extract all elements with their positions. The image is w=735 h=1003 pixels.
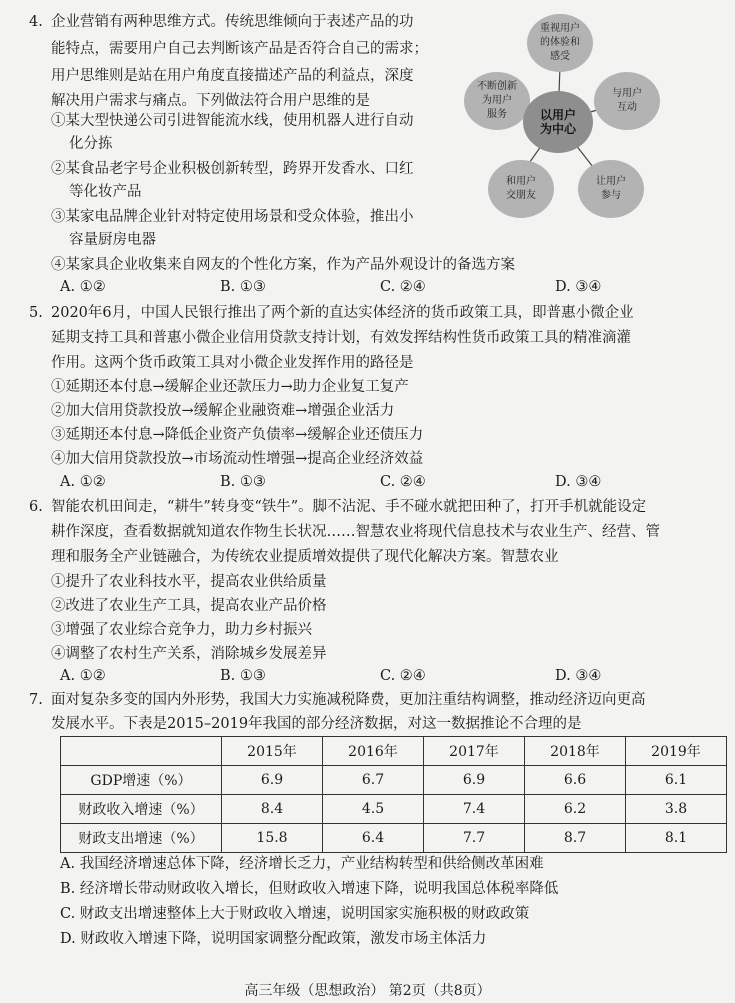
q4-item-2: ②某食品老字号企业积极创新转型，跨界开发香水、口红 <box>51 161 414 177</box>
q4-item-4: ④某家具企业收集来自网友的个性化方案，作为产品外观设计的备选方案 <box>51 257 515 273</box>
table-cell: 15.8 <box>222 824 323 853</box>
q5-option-d[interactable]: D. ③④ <box>555 474 602 490</box>
q6-option-c[interactable]: C. ②④ <box>380 668 426 684</box>
table-header-cell: 2017年 <box>424 737 525 766</box>
diagram-node-friends: 和用户 交朋友 <box>488 160 554 218</box>
q7-option-a[interactable]: A. 我国经济增速总体下降，经济增长乏力，产业结构转型和供给侧改革困难 <box>60 856 544 872</box>
q5-stem-line: 作用。这两个货币政策工具对小微企业发挥作用的路径是 <box>51 355 414 371</box>
q6-option-d[interactable]: D. ③④ <box>555 668 602 684</box>
table-cell: 8.1 <box>626 824 727 853</box>
q5-item-1: ①延期还本付息→缓解企业还款压力→助力企业复工复产 <box>51 379 409 395</box>
table-cell: 6.9 <box>222 766 323 795</box>
q5-option-a[interactable]: A. ①② <box>60 474 106 490</box>
q5-item-3: ③延期还本付息→降低企业资产负债率→缓解企业还债压力 <box>51 427 424 443</box>
table-header-cell: 2015年 <box>222 737 323 766</box>
q5-item-4: ④加大信用贷款投放→市场流动性增强→提高企业经济效益 <box>51 451 424 467</box>
q7-option-b[interactable]: B. 经济增长带动财政收入增长，但财政收入增速下降，说明我国总体税率降低 <box>60 881 559 897</box>
table-row <box>61 824 727 853</box>
table-cell: 6.1 <box>626 766 727 795</box>
table-cell: 3.8 <box>626 795 727 824</box>
diagram-node-interact: 与用户 互动 <box>594 72 660 130</box>
diagram-node-innovate: 不断创新 为用户 服务 <box>464 72 530 130</box>
table-header-cell: 2019年 <box>626 737 727 766</box>
q4-stem-line: 能特点，需要用户自己去判断该产品是否符合自己的需求； <box>51 41 428 57</box>
table-cell: 8.7 <box>525 824 626 853</box>
table-row <box>61 766 727 795</box>
table-cell: 财政收入增速（%） <box>61 795 222 824</box>
q4-item-3-cont: 容量厨房电器 <box>69 232 156 248</box>
q7-stem-line: 面对复杂多变的国内外形势，我国大力实施减税降费，更加注重结构调整，推动经济迈向更高 <box>51 692 646 708</box>
table-cell: 4.5 <box>323 795 424 824</box>
table-cell: 8.4 <box>222 795 323 824</box>
q6-stem-line: 理和服务全产业链融合，为传统农业提质增效提供了现代化解决方案。智慧农业 <box>51 549 559 565</box>
q6-item-3: ③增强了农业综合竞争力，助力乡村振兴 <box>51 622 312 638</box>
table-cell: 7.7 <box>424 824 525 853</box>
q4-item-1-cont: 化分拣 <box>69 136 113 152</box>
table-cell: 6.6 <box>525 766 626 795</box>
table-cell: 6.4 <box>323 824 424 853</box>
q7-option-d[interactable]: D. 财政收入增速下降，说明国家调整分配政策，激发市场主体活力 <box>60 931 487 947</box>
q7-stem-line: 发展水平。下表是2015–2019年我国的部分经济数据，对这一数据推论不合理的是 <box>51 716 582 732</box>
q6-item-2: ②改进了农业生产工具，提高农业产品价格 <box>51 598 327 614</box>
q7-option-c[interactable]: C. 财政支出增速整体上大于财政收入增速，说明国家实施积极的财政政策 <box>60 906 530 922</box>
q6-number: 6. <box>29 499 43 515</box>
table-header-cell: 2016年 <box>323 737 424 766</box>
diagram-center-user: 以用户 为中心 <box>523 91 593 153</box>
q5-stem-line: 延期支持工具和普惠小微企业信用贷款支持计划，有效发挥结构性货币政策工具的精准滴灌 <box>51 330 631 346</box>
diagram-node-experience: 重视用户 的体验和 感受 <box>527 14 593 72</box>
q6-item-1: ①提升了农业科技水平，提高农业供给质量 <box>51 574 327 590</box>
q4-option-d[interactable]: D. ③④ <box>555 279 602 295</box>
q4-stem-line: 企业营销有两种思维方式。传统思维倾向于表述产品的功 <box>51 14 414 30</box>
economic-data-table <box>60 736 727 853</box>
q4-number: 4. <box>29 14 43 30</box>
q4-option-b[interactable]: B. ①③ <box>220 279 266 295</box>
q5-item-2: ②加大信用贷款投放→缓解企业融资难→增强企业活力 <box>51 403 395 419</box>
table-cell: 7.4 <box>424 795 525 824</box>
q5-option-b[interactable]: B. ①③ <box>220 474 266 490</box>
q4-options <box>60 277 700 297</box>
table-cell: GDP增速（%） <box>61 766 222 795</box>
table-cell: 6.2 <box>525 795 626 824</box>
table-header-cell <box>61 737 222 766</box>
q4-stem-line: 解决用户需求与痛点。下列做法符合用户思维的是 <box>51 93 370 109</box>
q6-option-b[interactable]: B. ①③ <box>220 668 266 684</box>
q6-options <box>60 666 700 686</box>
table-cell: 6.9 <box>424 766 525 795</box>
table-cell: 财政支出增速（%） <box>61 824 222 853</box>
q4-item-3: ③某家电品牌企业针对特定使用场景和受众体验，推出小 <box>51 209 414 225</box>
user-thinking-diagram <box>460 14 660 234</box>
q4-option-c[interactable]: C. ②④ <box>380 279 426 295</box>
q6-stem-line: 耕作深度，查看数据就知道农作物生长状况……智慧农业将现代信息技术与农业生产、经营、管 <box>51 524 660 540</box>
diagram-node-participate: 让用户 参与 <box>578 160 644 218</box>
q6-option-a[interactable]: A. ①② <box>60 668 106 684</box>
table-row <box>61 795 727 824</box>
page-footer: 高三年级（思想政治） 第2页（共8页） <box>244 983 491 999</box>
q5-options <box>60 472 700 492</box>
table-cell: 6.7 <box>323 766 424 795</box>
q6-stem-line: 智能农机田间走，“耕牛”转身变“铁牛”。脚不沾泥、手不碰水就把田种了，打开手机就能设定 <box>51 499 647 515</box>
q5-option-c[interactable]: C. ②④ <box>380 474 426 490</box>
q6-item-4: ④调整了农村生产关系，消除城乡发展差异 <box>51 646 327 662</box>
table-header-cell: 2018年 <box>525 737 626 766</box>
q5-stem-line: 2020年6月，中国人民银行推出了两个新的直达实体经济的货币政策工具，即普惠小微企业 <box>51 305 634 321</box>
q7-number: 7. <box>29 692 43 708</box>
q4-item-1: ①某大型快递公司引进智能流水线，使用机器人进行自动 <box>51 113 414 129</box>
q4-item-2-cont: 等化妆产品 <box>69 184 142 200</box>
q5-number: 5. <box>29 305 43 321</box>
table-header-row <box>61 737 727 766</box>
q4-stem-line: 用户思维则是站在用户角度直接描述产品的利益点，深度 <box>51 68 414 84</box>
q4-option-a[interactable]: A. ①② <box>60 279 106 295</box>
